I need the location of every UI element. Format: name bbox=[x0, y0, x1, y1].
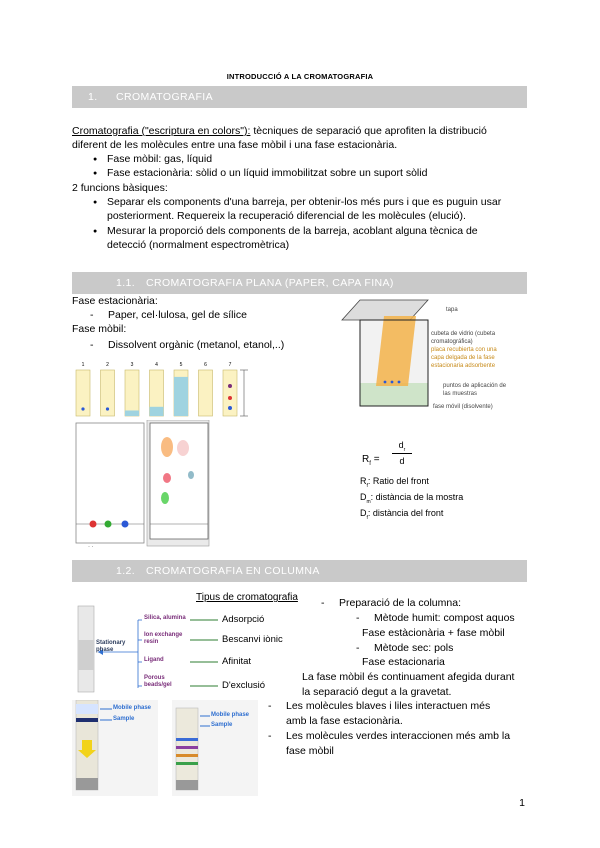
chromatography-tank bbox=[340, 298, 430, 416]
legend-df: $D_f$: distància del front bbox=[360, 507, 444, 521]
sample-point bbox=[384, 381, 387, 384]
section-header-cromatografia bbox=[72, 86, 527, 108]
band-green bbox=[176, 762, 198, 765]
strip-number: 5 bbox=[179, 362, 183, 368]
functions-label: 2 funcions bàsiques: bbox=[72, 182, 168, 194]
blue-molecules-2: amb la fase estacionària. bbox=[286, 715, 403, 727]
mobile-continuous-2: la separació degut a la gravetat. bbox=[302, 686, 452, 698]
wet-method-desc: Fase estàcionària + fase mòbil bbox=[362, 627, 505, 639]
spot-green-developed bbox=[161, 492, 169, 504]
strip-number: 7 bbox=[228, 362, 232, 368]
type-name-exclusion: D'exclusió bbox=[222, 680, 265, 691]
mobile-phase-item: - Dissolvent orgànic (metanol, etanol,..) bbox=[108, 338, 284, 353]
section-number: 1.1. bbox=[116, 277, 136, 289]
solvent-fill bbox=[125, 410, 139, 416]
strip-number: 2 bbox=[106, 362, 109, 368]
mobile-phase-label: Fase mòbil: bbox=[72, 323, 127, 335]
spot-green bbox=[105, 521, 112, 528]
function-1-line-1: ● Separar els components d'una barreja, per obtenir-los més purs i que es puguin usar bbox=[107, 195, 501, 210]
paper-strips-diagram bbox=[72, 358, 254, 418]
spot-orange bbox=[161, 437, 173, 457]
type-name-ion-exchange: Bescanvi iònic bbox=[222, 634, 283, 645]
definition-line-2: diferent de les molècules entre una fase mòbil i una fase estacionària. bbox=[72, 139, 398, 151]
sample-point bbox=[398, 381, 401, 384]
mobile-phase-tag-left: Mobile phase bbox=[113, 705, 152, 711]
type-phase-silica: Silica, alumina bbox=[144, 615, 186, 621]
definition-term: Cromatografia ("escriptura en colors"): bbox=[72, 125, 251, 137]
spot-red-developed bbox=[163, 473, 171, 483]
green-molecules-2: fase mòbil bbox=[286, 745, 334, 757]
column-packing bbox=[78, 640, 94, 670]
separated-spot bbox=[228, 396, 232, 400]
tank-label-cuvette: cubeta de vidrio (cubeta cromatográfica) bbox=[431, 331, 496, 345]
sample-tag-left: Sample bbox=[113, 716, 135, 722]
wet-method: - Mètode humit: compost aquos bbox=[374, 611, 515, 626]
band-purple bbox=[176, 746, 198, 749]
strip-number: 1 bbox=[81, 362, 85, 368]
rf-legend bbox=[360, 476, 463, 523]
spot-blue bbox=[122, 521, 129, 528]
strip-number: 3 bbox=[130, 362, 134, 368]
prep-label: - Preparació de la columna: bbox=[339, 596, 461, 611]
dry-method-desc: Fase estacionaria bbox=[362, 656, 445, 668]
sample-layer-left bbox=[76, 718, 98, 722]
legend-dm: $D_m$: distància de la mostra bbox=[360, 491, 464, 505]
tank-label-lid: tapa bbox=[446, 307, 458, 313]
legend-rf: $R_f$: Ratio del front bbox=[360, 476, 429, 489]
stationary-phase-item: - Paper, cel·lulosa, gel de sílice bbox=[108, 308, 247, 323]
rf-denominator: d bbox=[399, 456, 405, 466]
green-molecules-1: - Les molècules verdes interaccionen més amb la bbox=[286, 729, 510, 744]
stationary-phase-caption: Stationary phase bbox=[96, 640, 126, 653]
tlc-plates-diagram bbox=[73, 420, 233, 555]
band-blue bbox=[176, 738, 198, 741]
separated-spot bbox=[228, 384, 232, 388]
strip-number: 6 bbox=[204, 362, 207, 368]
spot-red bbox=[90, 521, 97, 528]
strip-number: 4 bbox=[155, 362, 158, 368]
section-header-cromatografia-columna bbox=[72, 560, 527, 582]
spot-pink bbox=[177, 440, 189, 456]
section-number: 1. bbox=[88, 91, 98, 103]
type-phase-porous: Porous beads/gel bbox=[144, 675, 172, 688]
band-orange bbox=[176, 754, 198, 757]
type-name-affinity: Afinitat bbox=[222, 656, 252, 667]
bullet-mobile-phase: ● Fase mòbil: gas, líquid bbox=[107, 152, 212, 167]
section-title: CROMATOGRAFIA EN COLUMNA bbox=[146, 565, 320, 577]
function-2-line-1: ● Mesurar la proporció dels components de la barreja, acoblant alguna tècnica de bbox=[107, 224, 478, 239]
paper-strip bbox=[199, 370, 213, 416]
solvent-fill bbox=[150, 407, 164, 416]
blue-molecules-1: - Les molècules blaves i liles interactuen més bbox=[286, 699, 490, 714]
tank-label-plate: placa recubierta con una capa delgada de la fase estacionaria adsorbente bbox=[431, 347, 497, 369]
column-base-right bbox=[176, 780, 198, 790]
function-2-line-2: detecció (normalment espectromètrica) bbox=[107, 239, 290, 251]
document-title: INTRODUCCIÓ A LA CROMATOGRAFIA bbox=[226, 72, 374, 81]
diagram-title: Tipus de cromatografia bbox=[196, 592, 298, 603]
stationary-phase-label: Fase estacionària: bbox=[72, 295, 158, 307]
mobile-phase-tag-right: Mobile phase bbox=[211, 712, 250, 718]
tank-label-mobile-phase: fase móvil (disolvente) bbox=[433, 404, 493, 410]
sample-tag-right: Sample bbox=[211, 722, 233, 728]
mobile-layer-left bbox=[76, 704, 98, 714]
section-title: CROMATOGRAFIA PLANA (PAPER, CAPA FINA) bbox=[146, 277, 394, 289]
type-name-adsorption: Adsorpció bbox=[222, 614, 265, 625]
section-header-cromatografia-plana bbox=[72, 272, 527, 294]
dry-method: - Mètode sec: pols bbox=[374, 641, 453, 656]
rf-formula: $R_f$ = bbox=[362, 454, 380, 467]
tlc-plate-developed bbox=[150, 423, 208, 539]
bullet-stationary-phase: ● Fase estacionària: sòlid o un líquid immobilitzat sobre un suport sòlid bbox=[107, 166, 427, 181]
section-title: CROMATOGRAFIA bbox=[116, 91, 213, 103]
type-phase-ligand: Ligand bbox=[144, 657, 164, 663]
solvent-fill bbox=[174, 377, 188, 416]
rf-numerator: $d_r$ bbox=[392, 440, 412, 454]
mobile-continuous-1: La fase mòbil és continuament afegida durant bbox=[302, 671, 515, 683]
page-number: 1 bbox=[519, 797, 525, 809]
strip-spot bbox=[106, 407, 109, 410]
sample-point bbox=[391, 381, 394, 384]
paper-strip bbox=[125, 370, 139, 416]
tlc-caption: · · bbox=[88, 544, 94, 550]
column-base-left bbox=[76, 778, 98, 790]
spot-blue-developed bbox=[188, 471, 194, 479]
section-number: 1.2. bbox=[116, 565, 136, 577]
tank-label-sample-points: puntos de aplicación de las muestras bbox=[443, 383, 507, 397]
type-phase-ion: Ion exchange resin bbox=[144, 632, 183, 645]
separated-spot bbox=[228, 406, 232, 410]
function-1-line-2: posteriorment. Requereix la recuperació diferencial de les molècules (elució). bbox=[107, 210, 466, 222]
strip-spot bbox=[81, 407, 84, 410]
definition-line-1 bbox=[72, 124, 487, 139]
mobile-phase-liquid bbox=[360, 383, 428, 406]
definition-text: tècniques de separació que aprofiten la distribució bbox=[250, 125, 487, 137]
